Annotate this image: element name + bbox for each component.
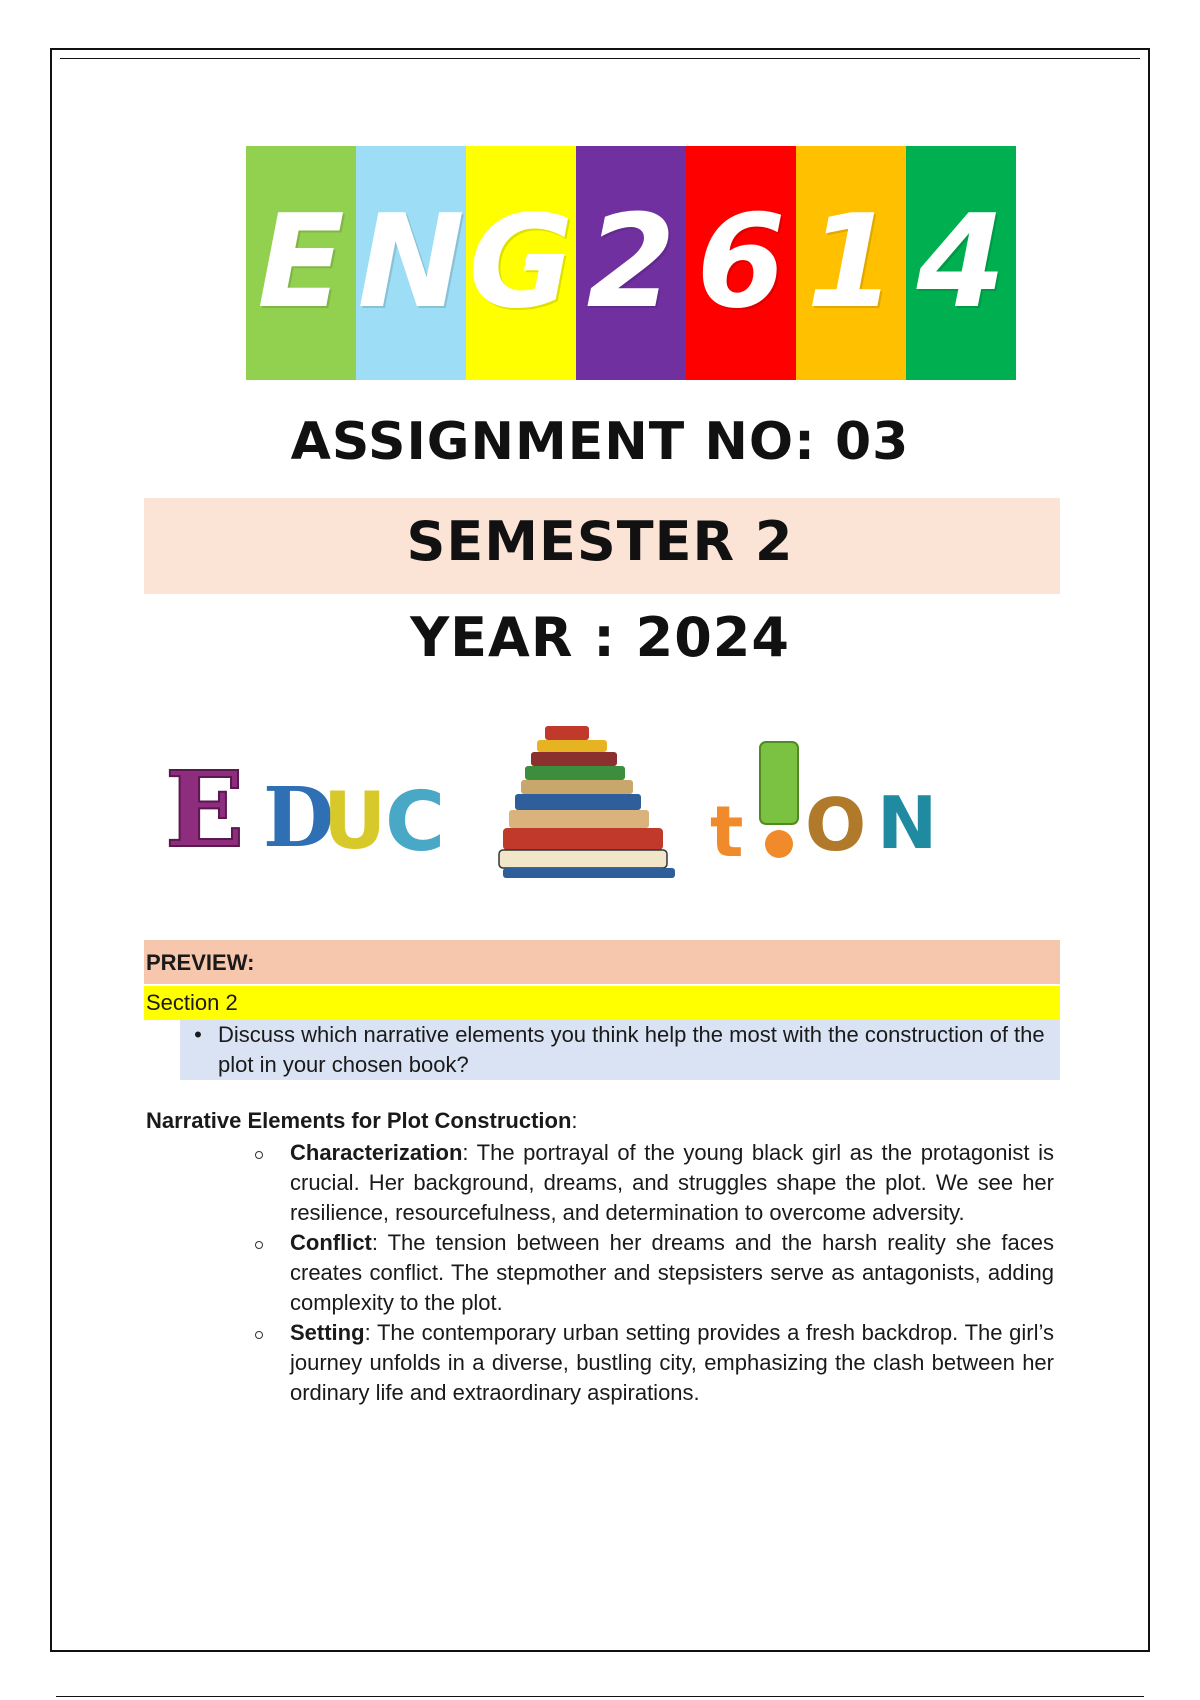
section-bar <box>144 986 1060 1020</box>
list-item <box>252 1228 1054 1318</box>
bottom-rule <box>56 1696 1144 1697</box>
svg-text:N: N <box>877 781 938 865</box>
svg-text:E: E <box>165 748 245 871</box>
banner-letter: 4 <box>916 188 1006 337</box>
banner-letter: 1 <box>806 188 896 337</box>
education-word-art <box>165 718 1035 884</box>
list-item <box>252 1318 1054 1408</box>
bullet-icon: • <box>194 1022 202 1047</box>
element-term: Setting <box>290 1320 365 1345</box>
banner-stripe <box>356 146 466 380</box>
element-description: : The contemporary urban setting provides a fresh backdrop. The girl’s journey unfolds in a diverse, bustling city, emphasizing the clash between her ordinary life and extraordinary aspirations. <box>290 1320 1054 1405</box>
svg-text:C: C <box>385 775 446 870</box>
narrative-heading-colon: : <box>571 1108 578 1133</box>
banner-letter: G <box>468 188 574 337</box>
circle-bullet-icon <box>255 1331 263 1339</box>
preview-bar <box>144 940 1060 984</box>
year-title: YEAR : 2024 <box>410 606 790 669</box>
banner-letter: E <box>257 188 345 337</box>
question-bar <box>180 1020 1060 1080</box>
banner-stripe <box>796 146 906 380</box>
course-code-banner <box>246 146 1016 380</box>
preview-label: PREVIEW: <box>146 950 255 975</box>
circle-bullet-icon <box>255 1241 263 1249</box>
section-label: Section 2 <box>146 990 238 1015</box>
banner-letter: N <box>357 188 465 337</box>
question-text: Discuss which narrative elements you think help the most with the construction of the plot in your chosen book? <box>218 1022 1045 1077</box>
narrative-heading-text: Narrative Elements for Plot Construction <box>146 1108 572 1133</box>
top-rule <box>60 58 1140 59</box>
svg-text:U: U <box>323 777 387 867</box>
banner-stripe <box>906 146 1016 380</box>
semester-title: SEMESTER 2 <box>406 510 794 573</box>
banner-stripe <box>246 146 356 380</box>
element-description: : The portrayal of the young black girl as the protagonist is crucial. Her background, dreams, and struggles shape the plot. We see her resilience, resourcefulness, and determination to overcome adversity. <box>290 1140 1054 1225</box>
books-icon <box>499 726 675 878</box>
svg-text:O: O <box>805 783 867 867</box>
banner-letter: 2 <box>586 188 676 337</box>
narrative-heading <box>146 1108 578 1134</box>
banner-stripe <box>576 146 686 380</box>
narrative-elements-list <box>252 1138 1054 1408</box>
element-term: Conflict <box>290 1230 372 1255</box>
svg-text:t: t <box>710 791 744 873</box>
element-term: Characterization <box>290 1140 463 1165</box>
banner-stripe <box>686 146 796 380</box>
banner-stripe <box>466 146 576 380</box>
circle-bullet-icon <box>255 1151 263 1159</box>
svg-text:D: D <box>263 770 335 866</box>
element-description: : The tension between her dreams and the harsh reality she faces creates conflict. The stepmother and stepsisters serve as antagonists, adding complexity to the plot. <box>290 1230 1054 1315</box>
list-item <box>252 1138 1054 1228</box>
assignment-title: ASSIGNMENT NO: 03 <box>290 412 910 472</box>
banner-letter: 6 <box>696 188 786 337</box>
